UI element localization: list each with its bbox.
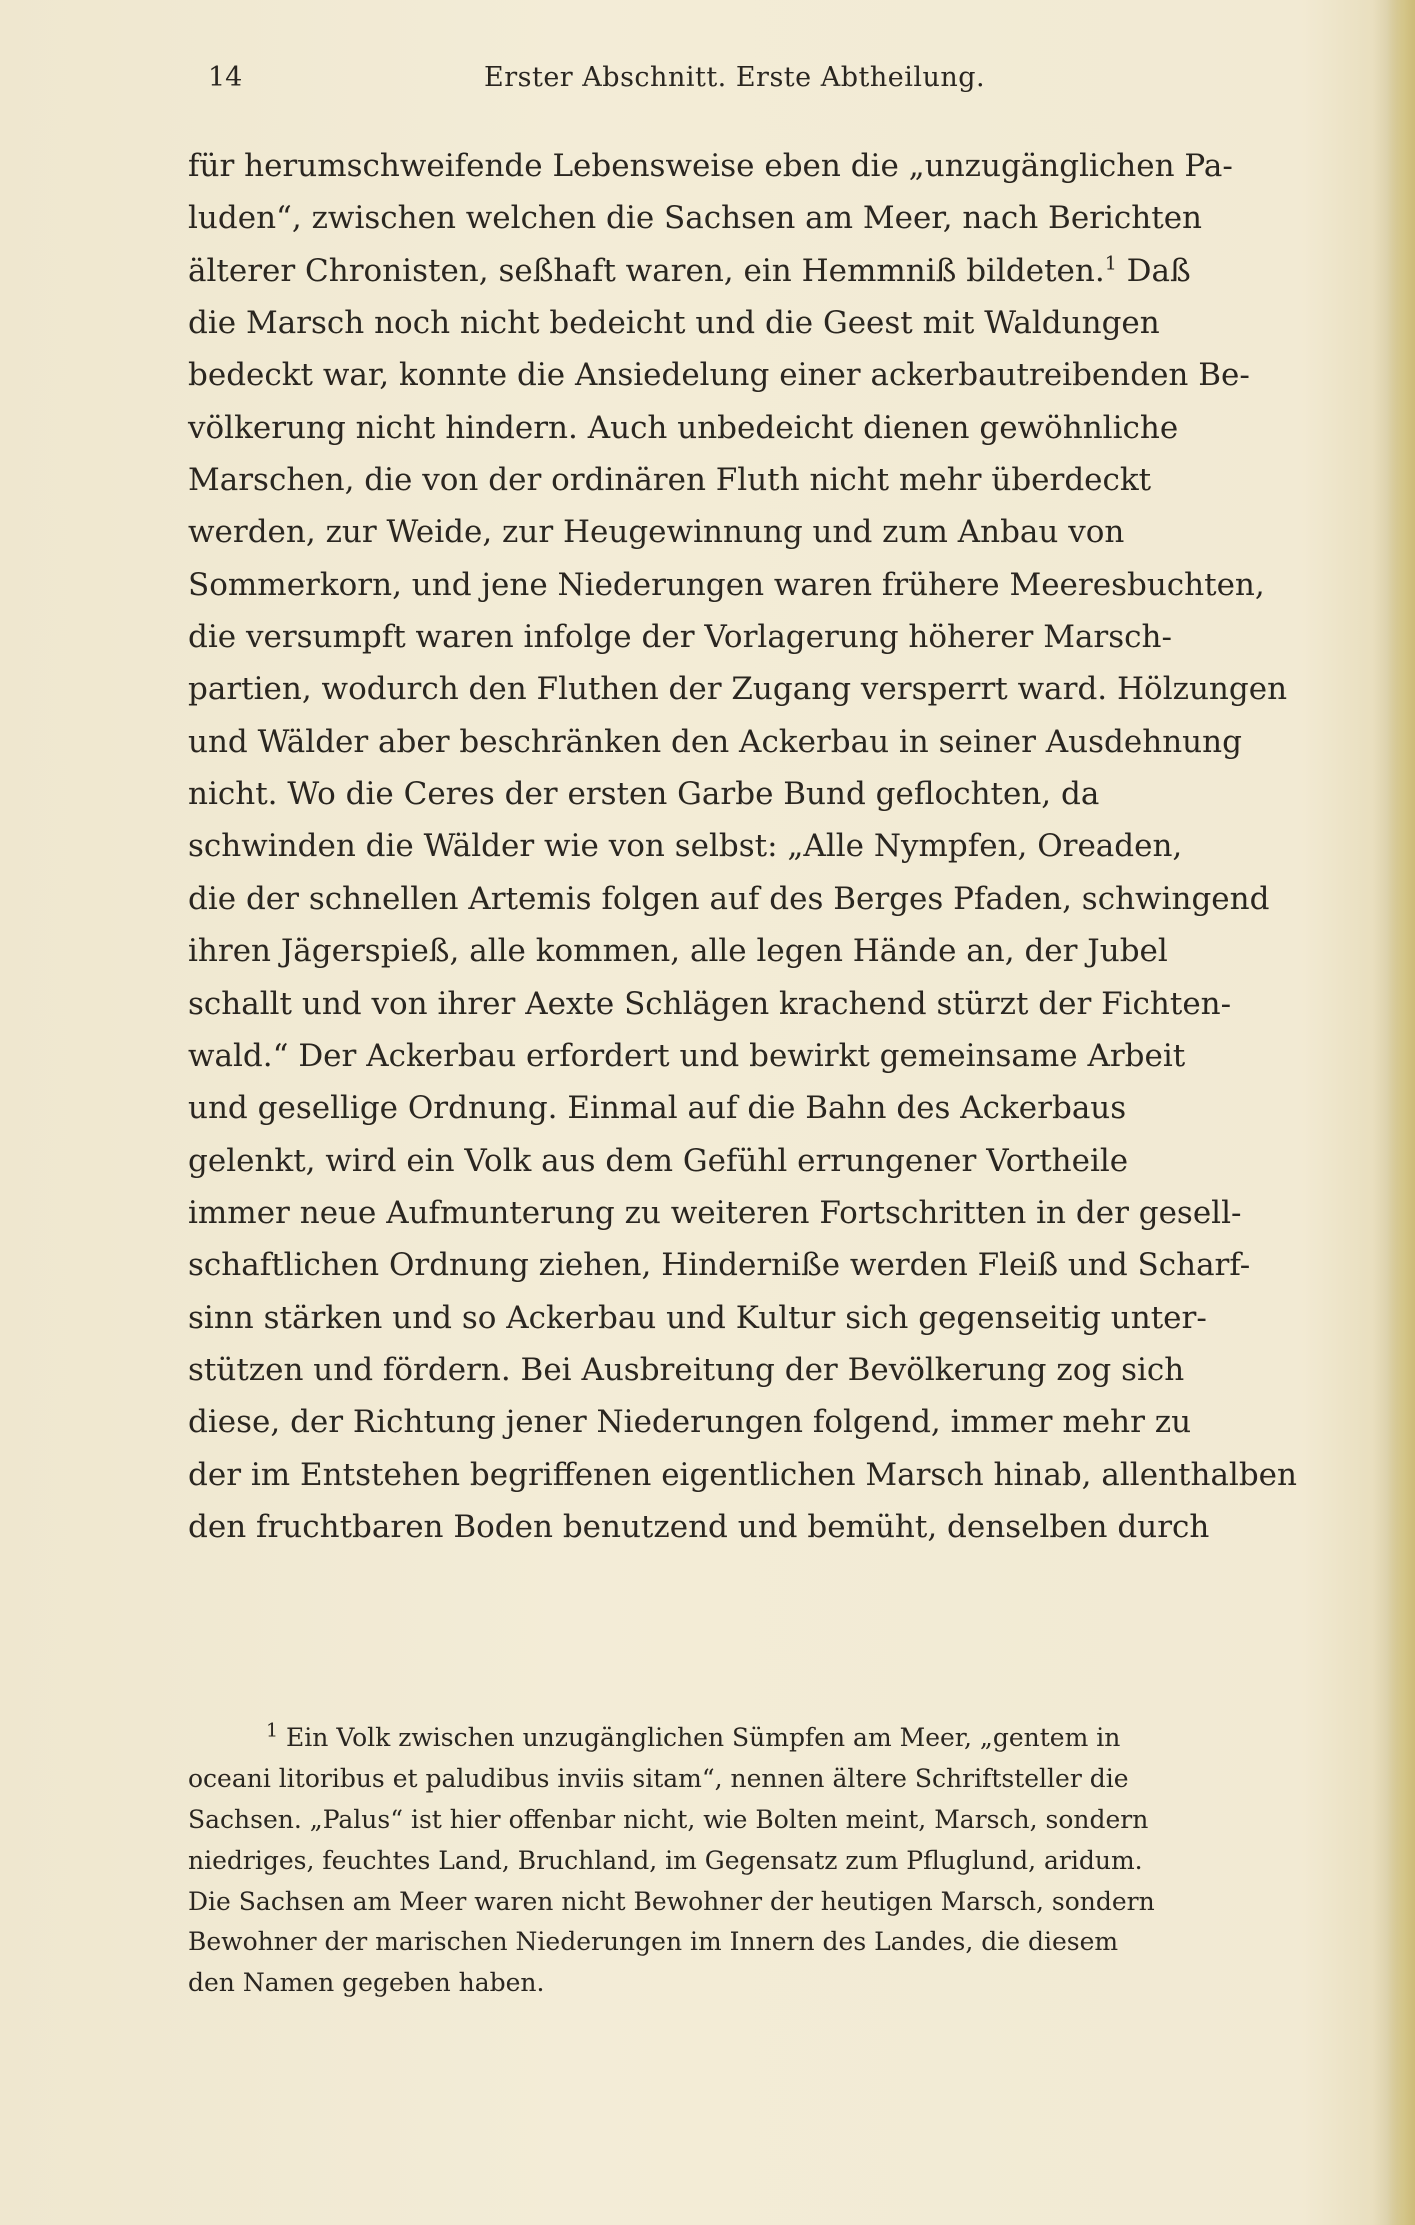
text-line: ihren Jägerspieß, alle kommen, alle legen Hände an, der Jubel xyxy=(188,933,1168,970)
text-line: Sommerkorn, und jene Niederungen waren frühere Meeresbuchten, xyxy=(188,566,1265,603)
footnote-line: Sachsen. „Palus“ ist hier offenbar nicht, wie Bolten meint, Marsch, sondern xyxy=(188,1804,1149,1834)
text-line: die Marsch noch nicht bedeicht und die Geest mit Waldungen xyxy=(188,305,1160,342)
text-line: für herumschweifende Lebensweise eben die „unzugänglichen Pa- xyxy=(188,148,1233,184)
text-line: nicht. Wo die Ceres der ersten Garbe Bund geflochten, da xyxy=(188,776,1100,813)
text-line: stützen und fördern. Bei Ausbreitung der Bevölkerung zog sich xyxy=(188,1351,1185,1388)
text-line: Marschen, die von der ordinären Fluth nicht mehr überdeckt xyxy=(188,462,1152,499)
text-line: und gesellige Ordnung. Einmal auf die Bahn des Ackerbaus xyxy=(188,1090,1127,1127)
text-line: die versumpft waren infolge der Vorlagerung höherer Marsch- xyxy=(188,619,1172,656)
footnote-reference[interactable]: 1 xyxy=(1104,252,1117,275)
footnote-line: Bewohner der marischen Niederungen im Innern des Landes, die diesem xyxy=(188,1927,1119,1957)
text-line: partien, wodurch den Fluthen der Zugang versperrt ward. Hölzungen xyxy=(188,671,1288,708)
text-line: wald.“ Der Ackerbau erfordert und bewirkt gemeinsame Arbeit xyxy=(188,1037,1186,1074)
text-line: luden“, zwischen welchen die Sachsen am Meer, nach Berichten xyxy=(188,200,1203,237)
text-line: sinn stärken und so Ackerbau und Kultur sich gegenseitig unter- xyxy=(188,1299,1207,1336)
text-line xyxy=(188,245,1191,297)
footnote-line: oceani litoribus et paludibus inviis sitam“, nennen ältere Schriftsteller die xyxy=(188,1763,1129,1793)
page-header xyxy=(208,62,1088,106)
text-line: diese, der Richtung jener Niederungen folgend, immer mehr zu xyxy=(188,1404,1192,1441)
body-text xyxy=(188,140,1297,1553)
text-line: der im Entstehen begriffenen eigentlichen Marsch hinab, allenthalben xyxy=(188,1456,1297,1493)
text-line: gelenkt, wird ein Volk aus dem Gefühl errungener Vortheile xyxy=(188,1142,1129,1179)
text-line-content: älterer Chronisten, seßhaft waren, ein Hemmniß bildeten. xyxy=(188,252,1105,289)
page-edge-shading xyxy=(1387,0,1415,2225)
footnote-line: niedriges, feuchtes Land, Bruchland, im Gegensatz zum Pfluglund, aridum. xyxy=(188,1845,1143,1875)
text-line: die der schnellen Artemis folgen auf des Berges Pfaden, schwingend xyxy=(188,880,1270,917)
footnote xyxy=(188,1718,1155,2004)
text-line: schaftlichen Ordnung ziehen, Hinderniße werden Fleiß und Scharf- xyxy=(188,1247,1251,1284)
footnote-line-text: Ein Volk zwischen unzugänglichen Sümpfen am Meer, „gentem in xyxy=(286,1723,1121,1752)
footnote-line: Die Sachsen am Meer waren nicht Bewohner der heutigen Marsch, sondern xyxy=(188,1886,1155,1916)
text-line: schwinden die Wälder wie von selbst: „Alle Nympfen, Oreaden, xyxy=(188,828,1183,865)
footnote-marker: 1 xyxy=(266,1719,279,1742)
page-number: 14 xyxy=(208,62,243,93)
text-line: schallt und von ihrer Aexte Schlägen krachend stürzt der Fichten- xyxy=(188,985,1232,1022)
text-line: völkerung nicht hindern. Auch unbedeicht dienen gewöhnliche xyxy=(188,409,1179,446)
footnote-line xyxy=(188,1718,1121,1759)
footnote-line: den Namen gegeben haben. xyxy=(188,1968,545,1998)
text-line: werden, zur Weide, zur Heugewinnung und zum Anbau von xyxy=(188,514,1125,551)
text-line: bedeckt war, konnte die Ansiedelung einer ackerbautreibenden Be- xyxy=(188,357,1250,394)
text-line-continuation: Daß xyxy=(1126,252,1191,289)
text-line: den fruchtbaren Boden benutzend und bemüht, denselben durch xyxy=(188,1508,1210,1545)
text-line: und Wälder aber beschränken den Ackerbau in seiner Ausdehnung xyxy=(188,723,1242,760)
running-head: Erster Abschnitt. Erste Abtheilung. xyxy=(484,62,986,93)
text-line: immer neue Aufmunterung zu weiteren Fortschritten in der gesell- xyxy=(188,1194,1242,1231)
